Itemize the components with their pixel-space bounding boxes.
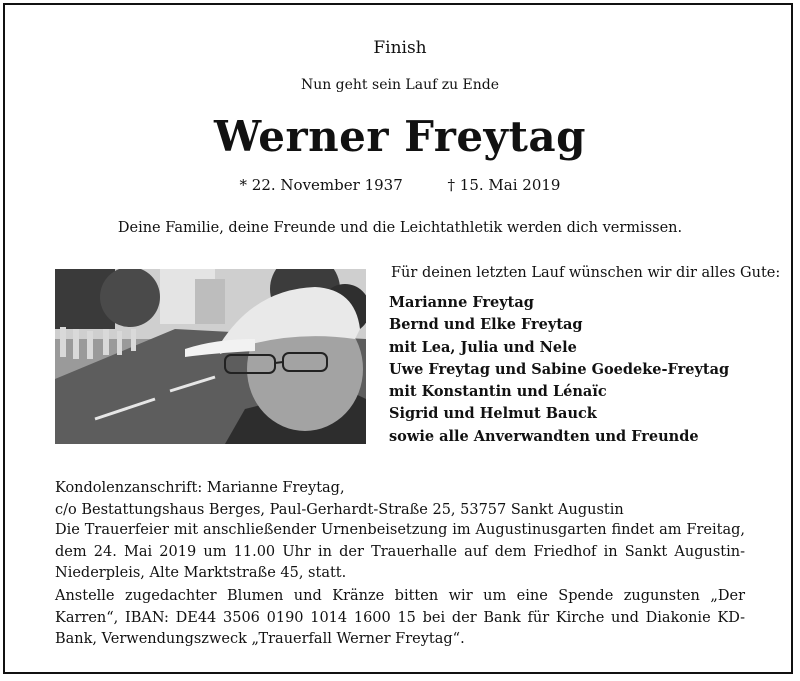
life-dates	[0, 176, 800, 194]
donation-request: Anstelle zugedachter Blumen und Kränze bitten wir um eine Spende zugunsten „Der Karren“, IBAN: DE44 3506 0190 1014 1600 15 bei der Bank für Kirche und Diakonie KD-Bank, Verwendungszweck „Trauerfall Werner Freytag“.	[55, 588, 745, 647]
mourner: Uwe Freytag und Sabine Goedeke-Freytag	[389, 360, 730, 378]
mourner: sowie alle Anverwandten und Freunde	[389, 427, 699, 445]
condolence-address	[55, 478, 745, 521]
portrait-photo	[55, 269, 366, 444]
mourner: Bernd und Elke Freytag	[389, 316, 583, 334]
mourner: mit Konstantin und Lénaïc	[389, 383, 607, 401]
birth-date: * 22. November 1937	[239, 176, 403, 194]
death-date: † 15. Mai 2019	[447, 176, 561, 194]
header-word: Finish	[373, 38, 427, 58]
mourner: Sigrid und Helmut Bauck	[389, 405, 597, 423]
condolence-line: c/o Bestattungshaus Berges, Paul-Gerhardt-Straße 25, 53757 Sankt Augustin	[55, 501, 624, 518]
farewell-line: Deine Familie, deine Freunde und die Leichtathletik werden dich vermissen.	[117, 220, 683, 236]
ceremony-info: Die Trauerfeier mit anschließender Urnenbeisetzung im Augustinusgarten findet am Freitag, dem 24. Mai 2019 um 11.00 Uhr in der Trauerhalle auf dem Friedhof in Sankt Augustin-Niederpleis, Alte Marktstraße 45, statt.	[55, 522, 745, 581]
condolence-line: Kondolenzanschrift: Marianne Freytag,	[55, 480, 345, 496]
mourners-list	[389, 292, 729, 448]
deceased-name: Werner Freytag	[214, 112, 586, 161]
mourner: mit Lea, Julia und Nele	[389, 338, 577, 356]
wish-line: Für deinen letzten Lauf wünschen wir dir alles Gute:	[391, 265, 781, 281]
motto: Nun geht sein Lauf zu Ende	[300, 77, 500, 93]
photo-illustration	[55, 269, 366, 444]
mourner: Marianne Freytag	[389, 294, 534, 311]
